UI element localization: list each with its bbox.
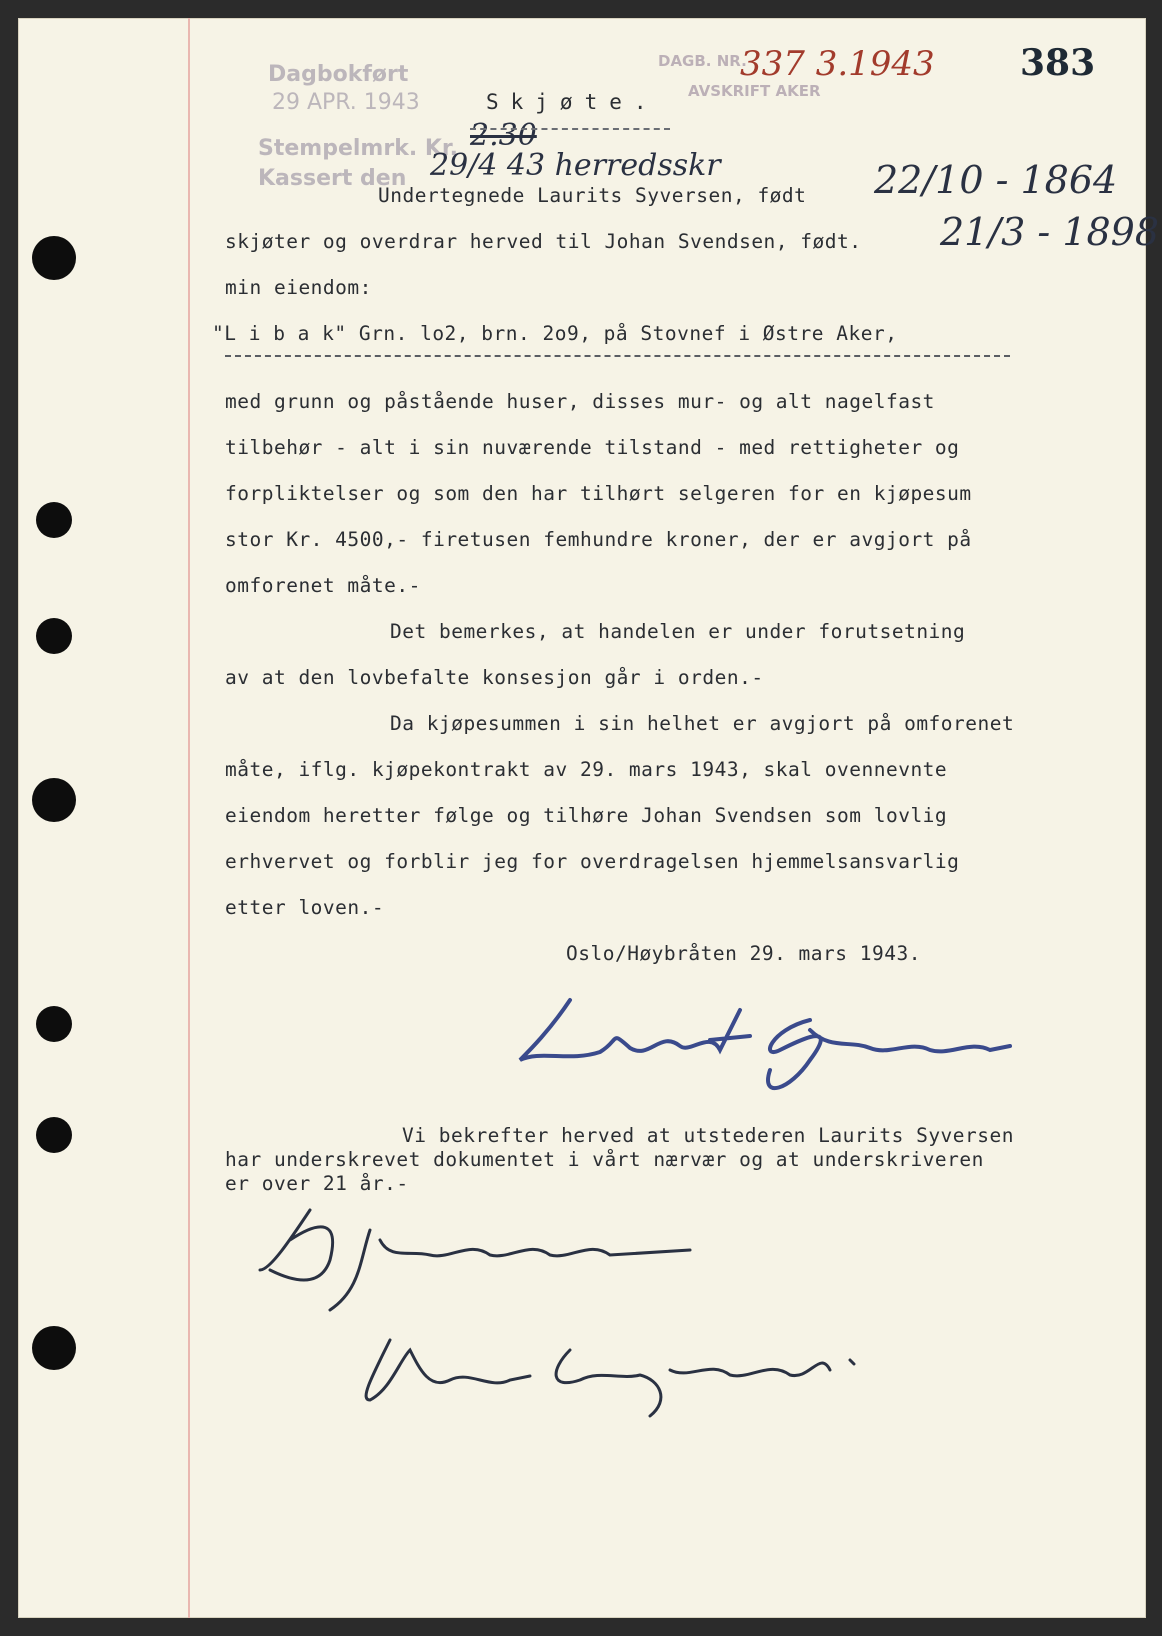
punch-hole <box>32 1326 76 1370</box>
seller-signature-graphic <box>510 990 1050 1100</box>
text-line-1: Undertegnede Laurits Syversen, født <box>378 184 807 207</box>
margin-line <box>188 18 190 1618</box>
witness-2-signature <box>380 1360 388 1361</box>
punch-hole <box>36 618 72 654</box>
witness-1-signature <box>300 1250 306 1251</box>
property-line: "L i b a k" Grn. lo2, brn. 2o9, på Stovnef i Østre Aker, <box>212 322 898 345</box>
para3-line: etter loven.- <box>225 896 385 919</box>
witness-line: har underskrevet dokumentet i vårt nærvær og at underskriveren <box>225 1148 984 1171</box>
stamp-dagbok-top: DAGB. NR. <box>658 52 747 70</box>
witness-line: er over 21 år.- <box>225 1172 409 1195</box>
page-number: 383 <box>1020 42 1096 84</box>
witness-1-signature-graphic <box>250 1200 710 1320</box>
fee-note-handwriting: 29/4 43 herredsskr <box>430 148 721 183</box>
stamp-dagbokfort-date: 29 APR. 1943 <box>272 90 420 115</box>
punch-hole <box>32 778 76 822</box>
journal-ref-handwriting: 337 3.1943 <box>740 44 935 84</box>
birth-date-seller-handwriting: 22/10 - 1864 <box>874 158 1118 202</box>
punch-hole <box>32 236 76 280</box>
para1-line: omforenet måte.- <box>225 574 421 597</box>
para1-line: med grunn og påstående huser, disses mur- og alt nagelfast <box>225 390 935 413</box>
para3-line: eiendom heretter følge og tilhøre Johan Svendsen som lovlig <box>225 804 948 827</box>
text-line-3: min eiendom: <box>225 276 372 299</box>
witness-2-signature-graphic <box>350 1320 890 1420</box>
property-underline <box>225 355 1010 357</box>
para2-line: Det bemerkes, at handelen er under forutsetning <box>390 620 966 643</box>
fee-handwriting: 2.30 <box>470 118 537 153</box>
para3-line: erhvervet og forblir jeg for overdragelsen hjemmelsansvarlig <box>225 850 960 873</box>
birth-date-buyer-handwriting: 21/3 - 1898 <box>940 210 1160 254</box>
witness-line: Vi bekrefter herved at utstederen Laurits Syversen <box>402 1124 1014 1147</box>
punch-hole <box>36 502 72 538</box>
para1-line: forpliktelser og som den har tilhørt selgeren for en kjøpesum <box>225 482 972 505</box>
punch-hole <box>36 1117 72 1153</box>
para2-line: av at den lovbefalte konsesjon går i orden.- <box>225 666 764 689</box>
para1-line: stor Kr. 4500,- firetusen femhundre kroner, der er avgjort på <box>225 528 972 551</box>
para3-line: Da kjøpesummen i sin helhet er avgjort på omforenet <box>390 712 1015 735</box>
stamp-kassert: Kassert den <box>258 166 407 191</box>
para1-line: tilbehør - alt i sin nuværende tilstand - med rettigheter og <box>225 436 960 459</box>
stamp-stempelmerke: Stempelmrk. Kr. <box>258 136 458 161</box>
para3-line: måte, iflg. kjøpekontrakt av 29. mars 1943, skal ovennevnte <box>225 758 948 781</box>
punch-hole <box>36 1006 72 1042</box>
title-underline <box>470 128 670 130</box>
seller-signature <box>600 1080 609 1081</box>
stamp-dagbokfort-label: Dagbokført <box>268 62 409 87</box>
stamp-avskrift: AVSKRIFT AKER <box>688 82 821 100</box>
place-date: Oslo/Høybråten 29. mars 1943. <box>566 942 921 965</box>
text-line-2: skjøter og overdrar herved til Johan Svendsen, født. <box>225 230 862 253</box>
document-title: Skjøte. <box>486 90 659 114</box>
